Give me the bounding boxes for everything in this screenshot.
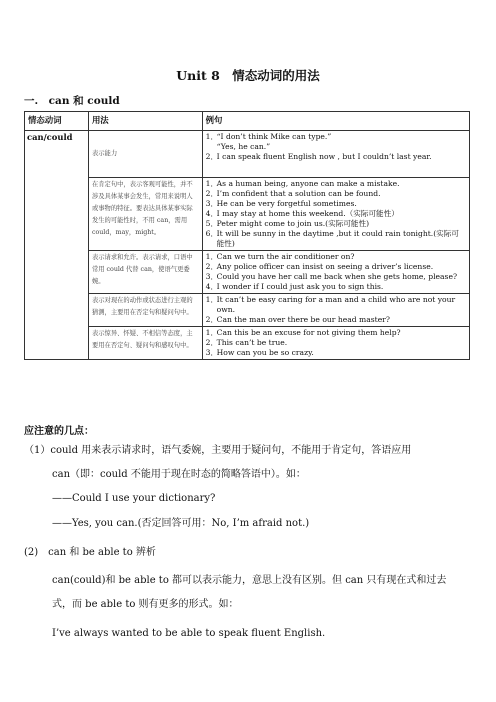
note-2-body-line-1: can(could)和 be able to 都可以表示能力，意思上没有区别。但 can 只有现在式和过去	[52, 575, 447, 586]
note-1-lead: （1）could 用来表示请求时，语气委婉，主要用于疑问句，不能用于肯定句，答语应用	[24, 445, 412, 456]
usage-cell: 表示对现在的动作或状态进行主观的猜测，主要用在否定句和疑问句中。	[88, 294, 202, 327]
modal-verb-table	[24, 111, 470, 360]
example-line: 1． It can’t be easy caring for a man and a child who are not your own.	[205, 295, 456, 314]
modal-verb-cell: can/could	[25, 131, 89, 360]
example-line: 2． This can’t be true.	[205, 338, 288, 347]
note-2-example: I’ve always wanted to be able to speak fluent English.	[52, 628, 326, 639]
table-header-row	[25, 112, 470, 131]
section-heading-can-could: 一. can 和 could	[24, 95, 120, 107]
usage-cell: 表示惊异、怀疑、不相信等态度，主要用在否定句、疑问句和感叹句中。	[88, 327, 202, 360]
table-row	[25, 131, 470, 178]
note-2-body-line-2: 式，而 be able to 则有更多的形式。如：	[52, 599, 239, 610]
table-row	[25, 294, 470, 327]
section-heading-notes: 应注意的几点：	[24, 426, 94, 437]
usage-cell: 表示请求和允许。表示请求，口语中常用 could 代替 can，使语气更委婉。	[88, 251, 202, 294]
example-line: 2． Any police officer can insist on seeing a driver’s license.	[205, 262, 434, 271]
example-line: 1． Can we turn the air conditioner on?	[205, 252, 355, 261]
usage-cell: 在肯定句中，表示客观可能性，并不涉及具体某事会发生，常用来说明人或事物的特征。要表达具体某事实际发生的可能性时，不用 can，需用 could，may，might。	[88, 178, 202, 251]
example-line: “Yes, he can.”	[216, 142, 271, 151]
example-line: 2． I’m confident that a solution can be found.	[205, 189, 381, 198]
header-modal-verb: 情态动词	[25, 112, 89, 131]
example-line: 1． Can this be an excuse for not giving them help?	[205, 328, 401, 337]
example-line: 5． Peter might come to join us.(实际可能性)	[205, 219, 370, 228]
note-1-continuation: can（即：could 不能用于现在时态的简略答语中）。如：	[52, 469, 306, 480]
header-examples: 例句	[202, 112, 469, 131]
example-line: 4． I may stay at home this weekend.（实际可能性）	[205, 209, 399, 218]
table-row	[25, 178, 470, 251]
example-line: 3． Could you have her call me back when she gets home, please?	[205, 272, 458, 281]
example-line: 3． He can be very forgetful sometimes.	[205, 199, 357, 208]
examples-cell	[202, 178, 469, 251]
table-row	[25, 327, 470, 360]
examples-cell	[202, 251, 469, 294]
example-line: 1． As a human being, anyone can make a mistake.	[205, 179, 400, 188]
examples-cell	[202, 131, 469, 178]
example-line: 3． How can you be so crazy.	[205, 348, 314, 357]
example-line: 2． I can speak fluent English now , but I couldn’t last year.	[205, 152, 432, 161]
example-line: 4． I wonder if I could just ask you to sign this.	[205, 282, 384, 291]
example-line: 6． It will be sunny in the daytime ,but it could rain tonight.(实际可能性)	[205, 229, 459, 248]
note-1-example-question: ——Could I use your dictionary?	[52, 493, 216, 504]
usage-cell: 表示能力	[88, 131, 202, 178]
examples-cell	[202, 294, 469, 327]
example-line: 2． Can the man over there be our head master?	[205, 315, 390, 324]
example-line: 1． “I don’t think Mike can type.”	[205, 132, 332, 141]
header-usage: 用法	[88, 112, 202, 131]
page-title: Unit 8 情态动词的用法	[176, 68, 320, 83]
note-2-lead: (2) can 和 be able to 辨析	[24, 547, 156, 558]
examples-cell	[202, 327, 469, 360]
note-1-example-answer: ——Yes, you can.(否定回答可用：No, I’m afraid not.)	[52, 518, 310, 529]
table-row	[25, 251, 470, 294]
